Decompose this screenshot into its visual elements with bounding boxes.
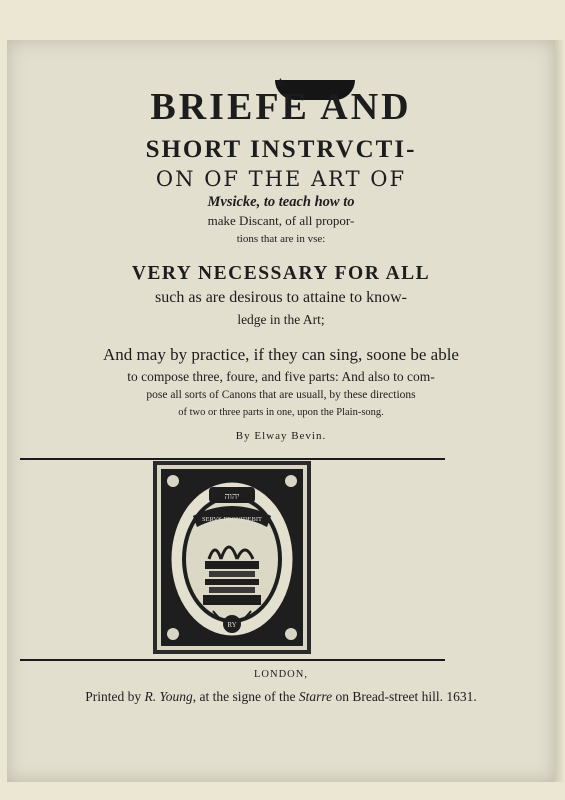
imprint-city: LONDON, — [254, 669, 308, 680]
title-line-4: Mvsicke, to teach how to — [207, 194, 355, 210]
title-article: A — [276, 78, 286, 89]
title-line-1: BRIEFE AND — [150, 86, 412, 128]
title-page — [7, 40, 555, 782]
imprint-sign: Starre — [298, 689, 333, 704]
body-line-3: pose all sorts of Canons that are usuall, by these directions — [146, 389, 416, 401]
body-line-4: of two or three parts in one, upon the Plain-song. — [178, 407, 384, 418]
title-line-6: tions that are in vse: — [236, 233, 326, 245]
author-line: By Elway Bevin. — [235, 430, 327, 442]
body-line-1: And may by practice, if they can sing, soone be able — [103, 345, 459, 364]
subtitle-line-3: ledge in the Art; — [237, 312, 325, 327]
imprint-suffix: on Bread-street hill. 1631. — [332, 689, 477, 704]
page-edge-right — [555, 40, 565, 782]
printers-device-image — [153, 461, 311, 654]
imprint-line — [7, 690, 555, 704]
device-monogram: RY — [227, 621, 237, 629]
subtitle-line-2: such as are desirous to attaine to know- — [155, 289, 407, 306]
imprint-printer: R. Young — [144, 689, 193, 704]
title-line-2: SHORT INSTRVCTI- — [145, 136, 417, 163]
imprint-middle: , at the signe of the — [192, 689, 299, 704]
title-line-5: make Discant, of all propor- — [207, 213, 355, 228]
subtitle-line-1: VERY NECESSARY FOR ALL — [131, 263, 431, 284]
rule-bottom — [20, 659, 445, 661]
device-banner-text: SERVS PROVIDEBIT — [202, 516, 262, 523]
rule-top — [20, 458, 445, 460]
body-line-2: to compose three, foure, and five parts: And also to com- — [127, 369, 435, 384]
imprint-prefix: Printed by — [85, 689, 145, 704]
title-line-3: ON OF THE ART OF — [155, 167, 407, 191]
page-edge-bottom — [0, 782, 565, 800]
device-top-text: יהוה — [224, 492, 240, 502]
